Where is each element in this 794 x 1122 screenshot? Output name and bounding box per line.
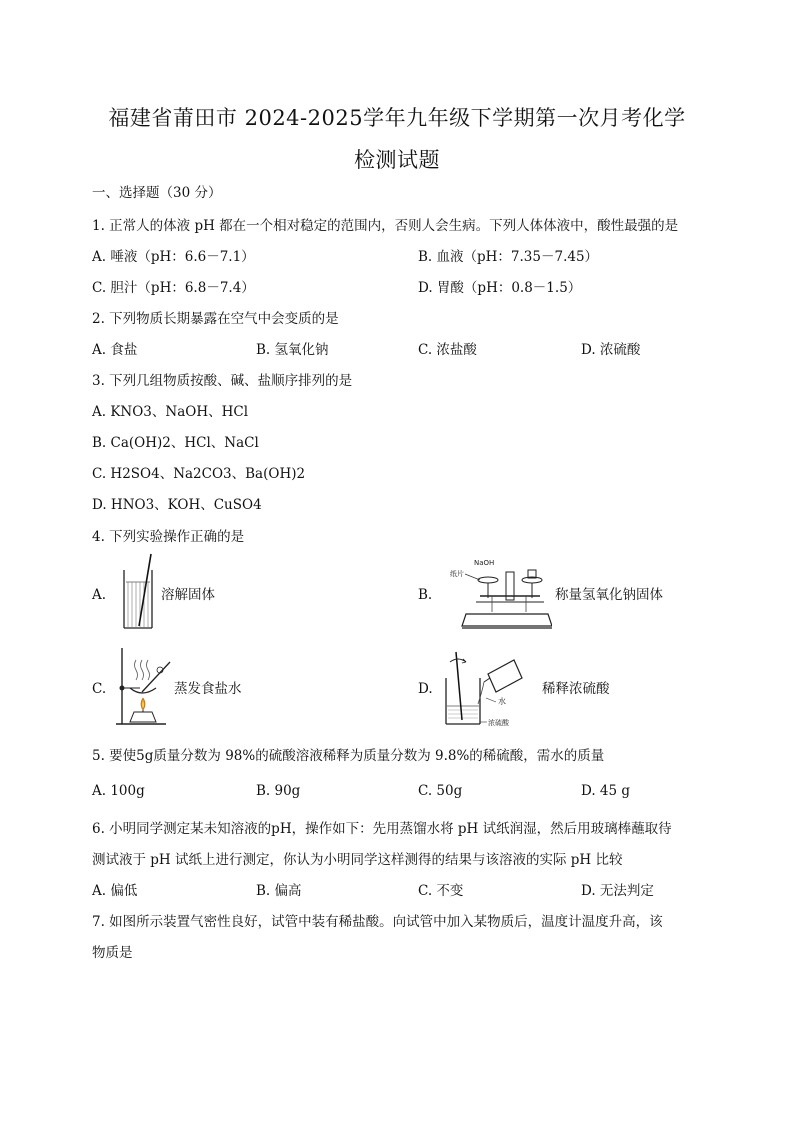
q4-option-a-letter: A. [92, 587, 107, 603]
question-2-stem: 2. 下列物质长期暴露在空气中会变质的是 [92, 311, 339, 327]
q6-option-b: B. 偏高 [256, 883, 302, 899]
q6-option-c: C. 不变 [418, 883, 464, 899]
dilution-figure [438, 648, 538, 732]
q6-option-a: A. 偏低 [92, 883, 138, 899]
q1-option-b: B. 血液（pH：7.35－7.45） [418, 249, 599, 265]
paper-label: 纸片 [450, 570, 464, 578]
q2-option-a: A. 食盐 [92, 342, 138, 358]
water-label: 水 [498, 697, 506, 706]
section-heading: 一、选择题（30 分） [92, 185, 222, 201]
q4-option-a-caption: 溶解固体 [161, 587, 215, 603]
q5-option-d: D. 45 g [581, 783, 631, 799]
question-6-stem: 6. 小明同学测定某未知溶液的pH，操作如下：先用蒸馏水将 pH 试纸润湿，然后用玻璃棒蘸取待 [92, 821, 672, 837]
q2-option-b: B. 氢氧化钠 [256, 342, 329, 358]
q4-option-c-caption: 蒸发食盐水 [174, 681, 242, 697]
q1-option-d: D. 胃酸（pH：0.8－1.5） [418, 280, 582, 296]
q1-option-a: A. 唾液（pH：6.6－7.1） [92, 249, 255, 265]
question-7-stem: 7. 如图所示装置气密性良好，试管中装有稀盐酸。向试管中加入某物质后，温度计温度升高，该 [92, 914, 663, 930]
balance-figure [436, 556, 552, 632]
q3-option-d: D. HNO3、KOH、CuSO4 [92, 497, 262, 513]
beaker-dissolve-figure [118, 552, 158, 632]
question-3-stem: 3. 下列几组物质按酸、碱、盐顺序排列的是 [92, 373, 353, 389]
q6-option-d: D. 无法判定 [581, 883, 654, 899]
q2-option-d: D. 浓硫酸 [581, 342, 641, 358]
q2-option-c: C. 浓盐酸 [418, 342, 477, 358]
exam-subtitle: 检测试题 [354, 148, 440, 172]
question-1-stem: 1. 正常人的体液 pH 都在一个相对稳定的范围内，否则人会生病。下列人体体液中，酸性最强的是 [92, 218, 679, 234]
q4-option-b-caption: 称量氢氧化钠固体 [555, 587, 663, 603]
acid-label: 浓硫酸 [488, 719, 509, 727]
q3-option-b: B. Ca(OH)2、HCl、NaCl [92, 435, 259, 451]
q4-option-b-letter: B. [418, 587, 433, 603]
q4-option-d-letter: D. [418, 681, 433, 697]
evaporation-figure [112, 644, 174, 728]
q4-option-d-caption: 稀释浓硫酸 [542, 681, 610, 697]
question-5-stem: 5. 要使5g质量分数为 98%的硫酸溶液稀释为质量分数为 9.8%的稀硫酸，需水的质量 [92, 748, 605, 764]
question-6-stem-cont: 测试液于 pH 试纸上进行测定，你认为小明同学这样测得的结果与该溶液的实际 pH 比较 [92, 852, 623, 868]
exam-title: 福建省莆田市 2024-2025学年九年级下学期第一次月考化学 [108, 106, 686, 130]
q3-option-a: A. KNO3、NaOH、HCl [92, 404, 249, 420]
q4-option-c-letter: C. [92, 681, 107, 697]
q5-option-b: B. 90g [256, 783, 301, 799]
q1-option-c: C. 胆汁（pH：6.8－7.4） [92, 280, 255, 296]
naoh-label: NaOH [474, 559, 495, 567]
question-4-stem: 4. 下列实验操作正确的是 [92, 529, 245, 545]
question-7-stem-cont: 物质是 [92, 945, 133, 961]
q5-option-a: A. 100g [92, 783, 145, 799]
q3-option-c: C. H2SO4、Na2CO3、Ba(OH)2 [92, 466, 306, 482]
q5-option-c: C. 50g [418, 783, 463, 799]
